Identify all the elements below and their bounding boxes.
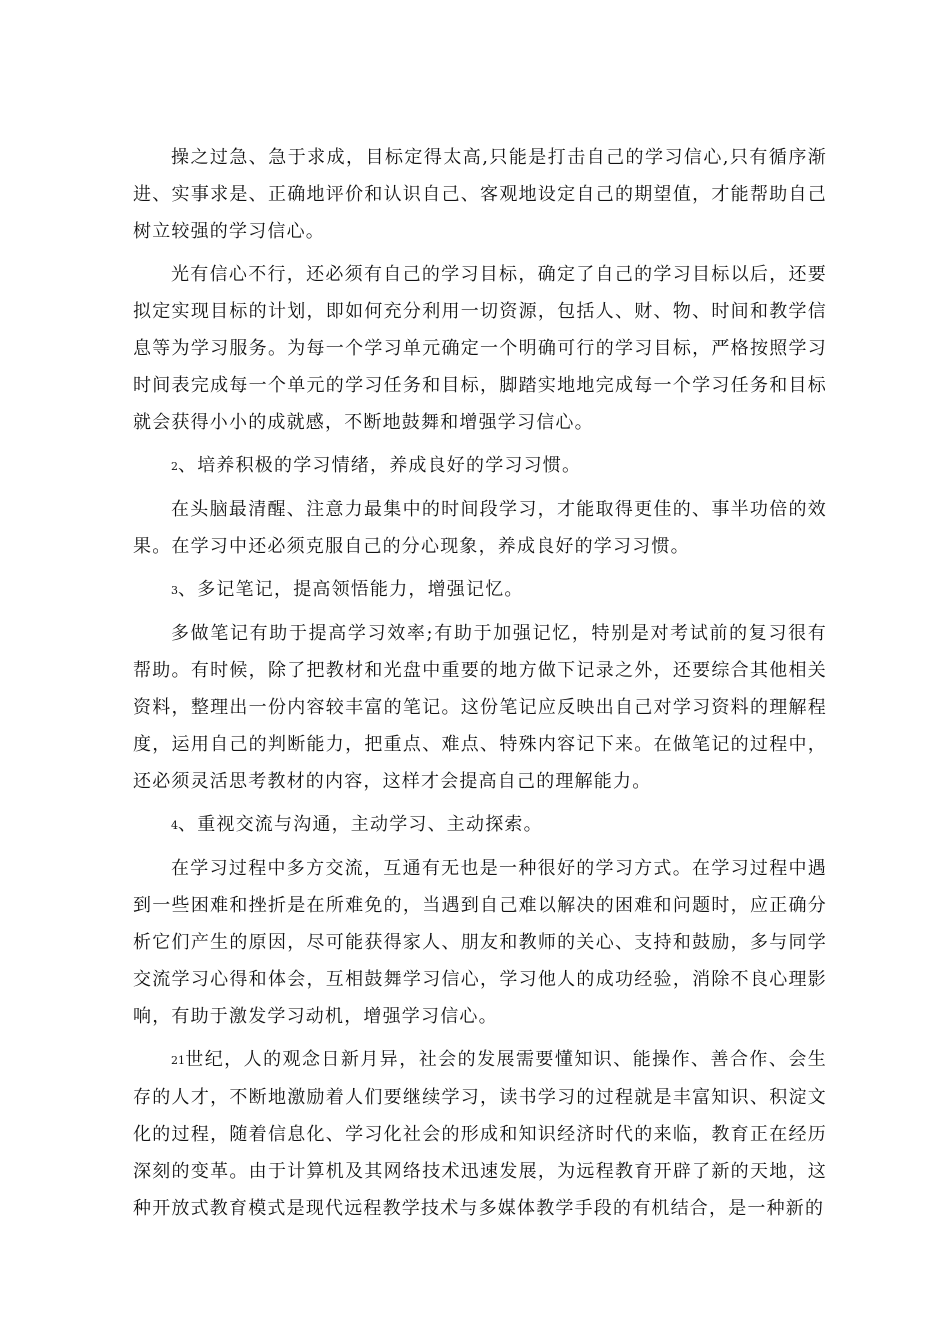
section-heading-text: 、重视交流与沟通，主动学习、主动探索。	[178, 814, 543, 835]
paragraph-text: 操之过急、急于求成，目标定得太高,只能是打击自己的学习信心,只有循序渐进、实事求是、正确地评价和认识自己、客观地设定自己的期望值，才能帮助自己树立较强的学习信心。	[133, 147, 827, 242]
section-heading-4	[133, 806, 827, 844]
paragraph-study-time	[133, 491, 827, 565]
section-heading-2	[133, 447, 827, 485]
paragraph-confidence-intro	[133, 139, 827, 250]
section-heading-text: 、培养积极的学习情绪，养成良好的学习习惯。	[178, 455, 582, 476]
paragraph-text: 世纪，人的观念日新月异，社会的发展需要懂知识、能操作、善合作、会生存的人才，不断地激励着人们要继续学习，读书学习的过程就是丰富知识、积淀文化的过程，随着信息化、学习化社会的形成和知识经济时代的来临，教育正在经历深刻的变革。由于计算机及其网络技术迅速发展，为远程教育开辟了新的天地，这种开放式教育模式是现代远程教学技术与多媒体教学手段的有机结合，是一种新的	[133, 1049, 827, 1219]
document-body	[133, 139, 827, 1233]
century-number: 21	[171, 1054, 185, 1067]
paragraph-text: 在学习过程中多方交流，互通有无也是一种很好的学习方式。在学习过程中遇到一些困难和挫折是在所难免的，当遇到自己难以解决的困难和问题时，应正确分析它们产生的原因，尽可能获得家人、朋友和教师的关心、支持和鼓励，多与同学交流学习心得和体会，互相鼓舞学习信心，学习他人的成功经验，消除不良心理影响，有助于激发学习动机，增强学习信心。	[133, 858, 827, 1027]
paragraph-21st-century	[133, 1041, 827, 1227]
section-number: 2	[171, 460, 178, 473]
section-number: 4	[171, 819, 178, 832]
paragraph-learning-goals	[133, 256, 827, 441]
paragraph-communication	[133, 850, 827, 1035]
section-heading-text: 、多记笔记，提高领悟能力，增强记忆。	[178, 579, 524, 600]
paragraph-note-taking	[133, 615, 827, 800]
paragraph-text: 在头脑最清醒、注意力最集中的时间段学习，才能取得更佳的、事半功倍的效果。在学习中还必须克服自己的分心现象，养成良好的学习习惯。	[133, 499, 827, 557]
section-number: 3	[171, 584, 178, 597]
section-heading-3	[133, 571, 827, 609]
paragraph-text: 光有信心不行，还必须有自己的学习目标，确定了自己的学习目标以后，还要拟定实现目标的计划，即如何充分利用一切资源，包括人、财、物、时间和教学信息等为学习服务。为每一个学习单元确定一个明确可行的学习目标，严格按照学习时间表完成每一个单元的学习任务和目标，脚踏实地地完成每一个学习任务和目标就会获得小小的成就感，不断地鼓舞和增强学习信心。	[133, 264, 827, 433]
paragraph-text: 多做笔记有助于提高学习效率;有助于加强记忆，特别是对考试前的复习很有帮助。有时候，除了把教材和光盘中重要的地方做下记录之外，还要综合其他相关资料，整理出一份内容较丰富的笔记。这份笔记应反映出自己对学习资料的理解程度，运用自己的判断能力，把重点、难点、特殊内容记下来。在做笔记的过程中，还必须灵活思考教材的内容，这样才会提高自己的理解能力。	[133, 623, 827, 792]
